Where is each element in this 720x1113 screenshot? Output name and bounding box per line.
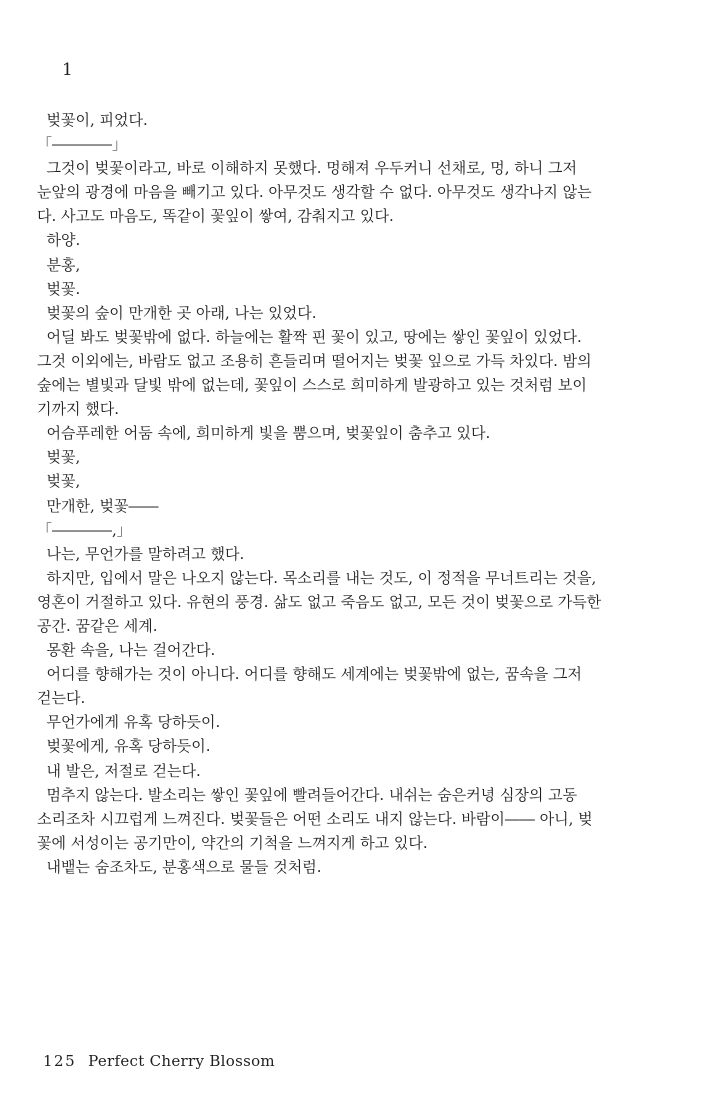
text-line: 내뱉는 숨조차도, 분홍색으로 물들 것처럼. (37, 857, 322, 876)
text-line: 다. 사고도 마음도, 똑같이 꽃잎이 쌓여, 감춰지고 있다. (37, 207, 394, 226)
text-line: 무언가에게 유혹 당하듯이. (37, 713, 221, 732)
page-footer (43, 1050, 275, 1072)
text-line: 벚꽃, (37, 448, 81, 467)
text-line: 몽환 속을, 나는 걸어간다. (37, 641, 216, 660)
chapter-number: 1 (62, 60, 73, 80)
text-line: 벚꽃의 숲이 만개한 곳 아래, 나는 있었다. (37, 303, 317, 322)
page-number: 125 (43, 1052, 77, 1070)
text-line: 분홍, (37, 255, 81, 274)
text-line: 벚꽃에게, 유혹 당하듯이. (37, 737, 211, 756)
book-title: Perfect Cherry Blossom (88, 1052, 275, 1070)
text-line: 나는, 무언가를 말하려고 했다. (37, 544, 245, 563)
text-line: 벚꽃. (37, 279, 81, 298)
text-line: 「――――,」 (37, 520, 132, 539)
text-line: 걷는다. (37, 689, 86, 708)
text-line: 멈추지 않는다. 발소리는 쌓인 꽃잎에 빨려들어간다. 내쉬는 숨은커녕 심장의 고동 (37, 785, 578, 804)
text-line: 소리조차 시끄럽게 느껴진다. 벚꽃들은 어떤 소리도 내지 않는다. 바람이―― 아니, 벚 (37, 809, 593, 828)
text-line: 벚꽃이, 피었다. (37, 111, 148, 129)
text-line: 그것 이외에는, 바람도 없고 조용히 흔들리며 떨어지는 벚꽃 잎으로 가득 차있다. 밤의 (37, 351, 592, 370)
text-line: 하양. (37, 231, 81, 250)
text-line: 하지만, 입에서 말은 나오지 않는다. 목소리를 내는 것도, 이 정적을 무너트리는 것을, (37, 568, 597, 587)
text-line: 공간. 꿈같은 세계. (37, 616, 158, 635)
text-line: 「――――」 (37, 135, 128, 154)
text-line: 꽃에 서성이는 공기만이, 약간의 기척을 느껴지게 하고 있다. (37, 833, 428, 852)
text-line: 기까지 했다. (37, 400, 119, 419)
text-line: 내 발은, 저절로 걷는다. (37, 761, 201, 780)
text-line: 어딜 봐도 벚꽃밖에 없다. 하늘에는 활짝 핀 꽃이 있고, 땅에는 쌓인 꽃잎이 있었다. (37, 327, 582, 346)
text-line: 어슴푸레한 어둠 속에, 희미하게 빛을 뿜으며, 벚꽃잎이 춤추고 있다. (37, 424, 491, 443)
body-text (37, 108, 697, 879)
text-line: 만개한, 벚꽃―― (37, 496, 159, 515)
text-line: 어디를 향해가는 것이 아니다. 어디를 향해도 세계에는 벚꽃밖에 없는, 꿈속을 그저 (37, 665, 582, 684)
text-line: 눈앞의 광경에 마음을 빼기고 있다. 아무것도 생각할 수 없다. 아무것도 생각나지 않는 (37, 183, 592, 202)
text-line: 영혼이 거절하고 있다. 유현의 풍경. 삶도 없고 죽음도 없고, 모든 것이 벚꽃으로 가득한 (37, 592, 602, 611)
text-line: 그것이 벚꽃이라고, 바로 이해하지 못했다. 멍해져 우두커니 선채로, 멍, 하니 그저 (37, 159, 577, 178)
text-line: 벚꽃, (37, 472, 81, 491)
text-line: 숲에는 별빛과 달빛 밖에 없는데, 꽃잎이 스스로 희미하게 발광하고 있는 것처럼 보이 (37, 376, 587, 395)
